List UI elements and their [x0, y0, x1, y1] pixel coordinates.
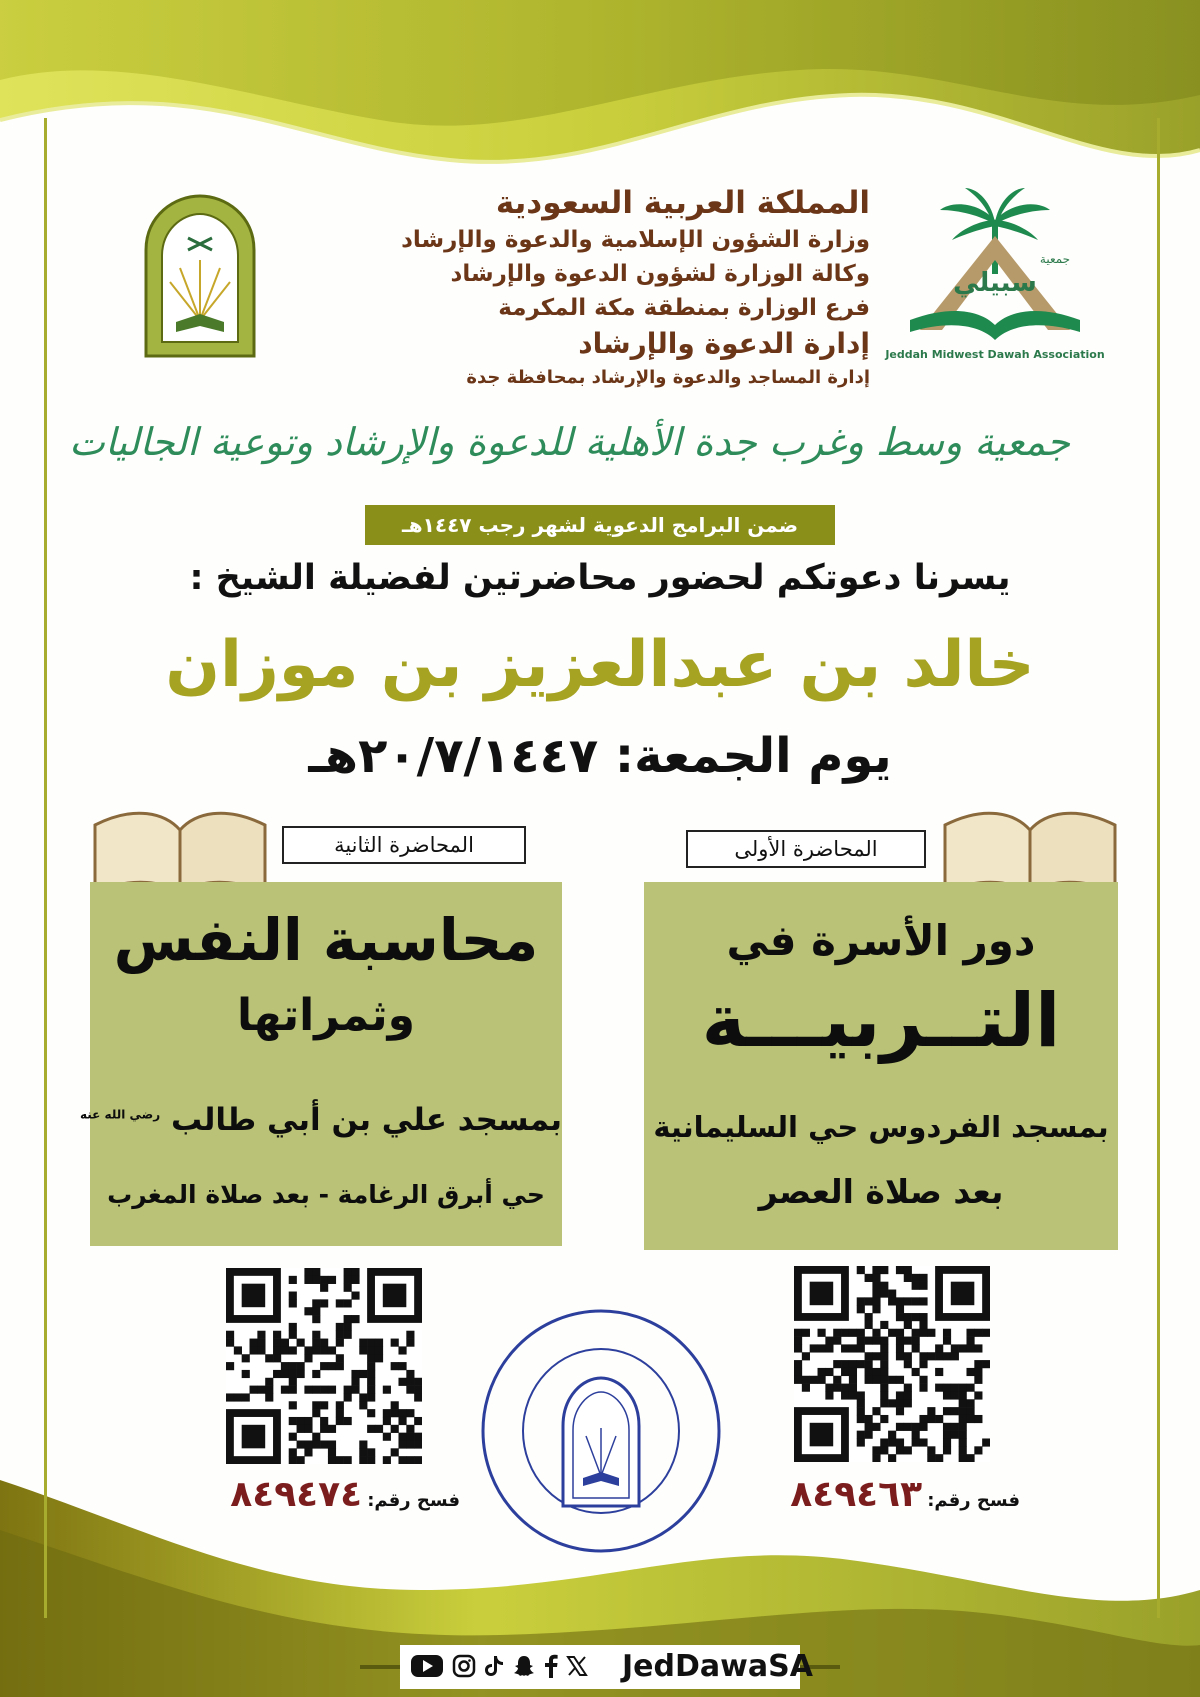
sub-department-title: إدارة المساجد والدعوة والإرشاد بمحافظة جدة — [466, 367, 870, 388]
ministry-seal-icon — [478, 1306, 724, 1556]
first-lecture-panel — [644, 882, 1118, 1250]
ministry-emblem-icon — [140, 190, 260, 360]
x-icon[interactable] — [566, 1655, 588, 1677]
first-lecture-location: بمسجد الفردوس حي السليمانية — [653, 1110, 1109, 1144]
instagram-icon[interactable] — [452, 1654, 476, 1678]
snapchat-icon[interactable] — [512, 1654, 536, 1678]
sheikh-name: خالد بن عبدالعزيز بن موزان — [165, 628, 1035, 702]
second-lecture-subtitle: وثمراتها — [237, 990, 415, 1041]
first-lecture-subtitle: التــربيـــة — [701, 978, 1061, 1064]
first-permit — [760, 1474, 1020, 1515]
footer-bar — [400, 1645, 813, 1689]
qr-code-icon[interactable] — [226, 1268, 422, 1464]
second-lecture-label: المحاضرة الثانية — [282, 826, 526, 864]
logo-name: سبيلي — [953, 268, 1037, 298]
branch-title: فرع الوزارة بمنطقة مكة المكرمة — [498, 295, 870, 321]
first-lecture-title: دور الأسرة في — [726, 916, 1036, 965]
association-logo — [880, 180, 1110, 380]
second-lecture-location-text: بمسجد علي بن أبي طالب — [170, 1102, 562, 1138]
honorific-text: رضي الله عنه — [79, 1107, 161, 1122]
facebook-icon[interactable] — [544, 1654, 558, 1678]
footer-line-left — [360, 1665, 400, 1669]
invitation-text: يسرنا دعوتكم لحضور محاضرتين لفضيلة الشيخ : — [189, 558, 1011, 598]
agency-title: وكالة الوزارة لشؤون الدعوة والإرشاد — [450, 261, 870, 287]
qr-code-icon[interactable] — [794, 1266, 990, 1462]
second-lecture-panel — [79, 882, 562, 1246]
header-text-block — [290, 183, 870, 393]
permit-label: فسح رقم: — [927, 1490, 1020, 1511]
kingdom-title: المملكة العربية السعودية — [495, 185, 870, 221]
tiktok-icon[interactable] — [484, 1654, 504, 1678]
permit-label: فسح رقم: — [367, 1490, 460, 1511]
date-line: يوم الجمعة: ٢٠/٧/١٤٤٧هـ — [308, 728, 892, 784]
first-lecture-label: المحاضرة الأولى — [686, 830, 926, 868]
second-permit — [200, 1474, 460, 1515]
permit-number: ٨٤٩٤٧٤ — [230, 1474, 363, 1515]
permit-number: ٨٤٩٤٦٣ — [790, 1474, 923, 1515]
second-lecture-location — [79, 1102, 562, 1138]
logo-small-text: جمعية — [1039, 252, 1071, 266]
social-icons — [410, 1653, 588, 1679]
second-lecture-time: حي أبرق الرغامة - بعد صلاة المغرب — [107, 1180, 545, 1209]
logo-english-text: Jeddah Midwest Dawah Association — [885, 348, 1105, 361]
department-title: إدارة الدعوة والإرشاد — [578, 327, 870, 360]
program-banner-text: ضمن البرامج الدعوية لشهر رجب ١٤٤٧هـ — [401, 513, 799, 537]
youtube-icon[interactable] — [410, 1653, 444, 1679]
social-handle[interactable]: JedDawaSA — [622, 1649, 813, 1684]
ministry-title: وزارة الشؤون الإسلامية والدعوة والإرشاد — [401, 227, 870, 253]
first-lecture-time: بعد صلاة العصر — [758, 1172, 1004, 1211]
association-name: جمعية وسط وغرب جدة الأهلية للدعوة والإرشاد وتوعية الجاليات — [69, 420, 1070, 464]
second-lecture-title: محاسبة النفس — [113, 906, 539, 974]
